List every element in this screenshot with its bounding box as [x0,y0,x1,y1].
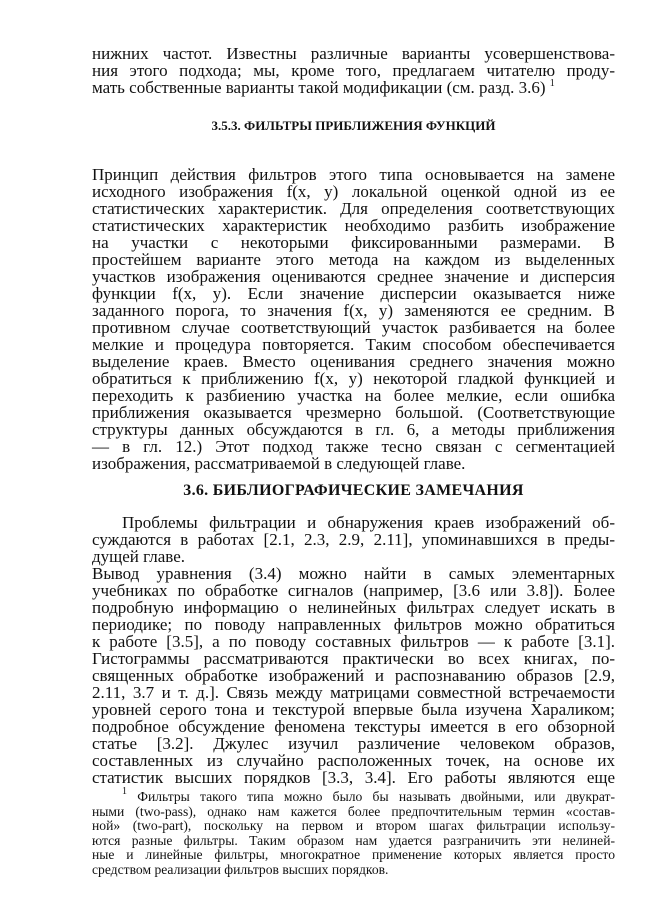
text-line: Принцип действия фильтров этого типа основывается на замене [92,165,615,184]
footnote-line: ными (two-pass), однако нам кажется более предпочтительным термин «состав- [92,803,615,819]
footnote-reference: 1 [549,78,555,89]
text-line: статистических характеристик необходимо разбить изображение [92,216,615,235]
footnote-line: ные и линейные фильтры, многократное применение которых является просто [92,847,615,862]
text-line: Вывод уравнения (3.4) можно найти в самых элементарных [92,564,615,583]
text-line: переходить к разбиению участка на более мелкие, если ошибка [92,386,615,405]
text-line: на участки с некоторыми фиксированными размерами. В [92,233,615,252]
text-line: периодике; по поводу направленных фильтров можно обратиться [92,615,615,634]
text-line: выделение краев. Вместо оценивания среднего значения можно [92,352,615,371]
section-heading-3-5-3: 3.5.3. ФИЛЬТРЫ ПРИБЛИЖЕНИЯ ФУНКЦИЙ [211,118,496,133]
section-heading-3-6: 3.6. БИБЛИОГРАФИЧЕСКИЕ ЗАМЕЧАНИЯ [183,482,524,499]
text-line: противном случае соответствующий участок разбивается на более [92,318,615,337]
section-3-5-3-paragraph [92,166,615,472]
footnote [92,786,615,877]
text-line: учебниках по обработке сигналов (например, [3.6 или 3.8]). Более [92,581,615,600]
text-line: уровней серого тона и текстурой впервые была изучена Хараликом; [92,700,615,719]
text-line: заданного порога, то значения f(x, y) заменяются ее средним. В [92,301,615,320]
text-line: подробное обсуждение феномена текстуры имеется в его обзорной [92,717,615,736]
text-line: функции f(x, y). Если значение дисперсии оказывается ниже [92,284,615,303]
text-line: приближения оказывается чрезмерно большой. (Соответствующие [92,403,615,422]
section-3-6-paragraph-1 [92,514,615,565]
text-line: статистик высших порядков [3.3, 3.4]. Его работы являются еще [92,768,615,787]
footnote-line-content: Фильтры такого типа можно было бы называть двойными, или двукрат- [137,789,615,804]
text-line: Гистограммы рассматриваются практически во всех книгах, по- [92,649,615,668]
footnote-line: ются разные фильтры. Таким образом нам удается разграничить эти нелиней- [92,832,615,848]
footnote-marker: 1 [122,786,127,797]
text-line: ния этого подхода; мы, кроме того, предлагаем читателю проду- [92,61,615,80]
text-line: 2.11, 3.7 и т. д.]. Связь между матрицами совместной встречаемости [92,683,615,702]
text-line: участков изображения оцениваются среднее значение и дисперсия [92,267,615,286]
text-line: подробную информацию о нелинейных фильтрах следует искать в [92,598,615,617]
text-line: обратиться к приближению f(x, y) некоторой гладкой функцией и [92,369,615,388]
text-line: Проблемы фильтрации и обнаружения краев изображений об- [122,513,615,532]
footnote-line: ной» (two-part), поскольку на первом и втором шагах фильтрации использу- [92,818,615,833]
text-line: суждаются в работах [2.1, 2.3, 2.9, 2.11], упоминавшихся в преды- [92,530,615,549]
text-line: к работе [3.5], а по поводу составных фильтров — к работе [3.1]. [92,632,615,651]
text-line: составленных из случайно расположенных точек, на основе их [92,751,615,770]
text-line [92,79,615,96]
section-3-6-paragraph-2 [92,565,615,786]
text-line: священных обработке изображений и распознаванию образов [2.9, [92,666,615,685]
text-line-content: мать собственные варианты такой модификации (см. разд. 3.6) [92,78,546,97]
text-line: статистических характеристик. Для определения соответствующих [92,199,615,218]
text-line: мелкие и процедура повторяется. Таким способом обеспечивается [92,335,615,354]
text-line: — в гл. 12.) Этот подход также тесно связан с сегментацией [92,437,615,456]
text-line: дущей главе. [92,547,185,566]
footnote-line [92,786,615,805]
text-line: структуры данных обсуждаются в гл. 6, а методы приближения [92,420,615,439]
text-line: изображения, рассматриваемой в следующей главе. [92,454,466,473]
text-line: исходного изображения f(x, y) локальной оценкой одной из ее [92,182,615,201]
text-line: нижних частот. Известны различные варианты усовершенствова- [92,44,615,63]
text-line: простейшем варианте этого метода на каждом из выделенных [92,250,615,269]
footnote-line: средством реализации фильтров высших порядков. [92,861,389,877]
text-line: статье [3.2]. Джулес изучил различение человеком образов, [92,734,615,753]
top-paragraph [92,45,615,96]
